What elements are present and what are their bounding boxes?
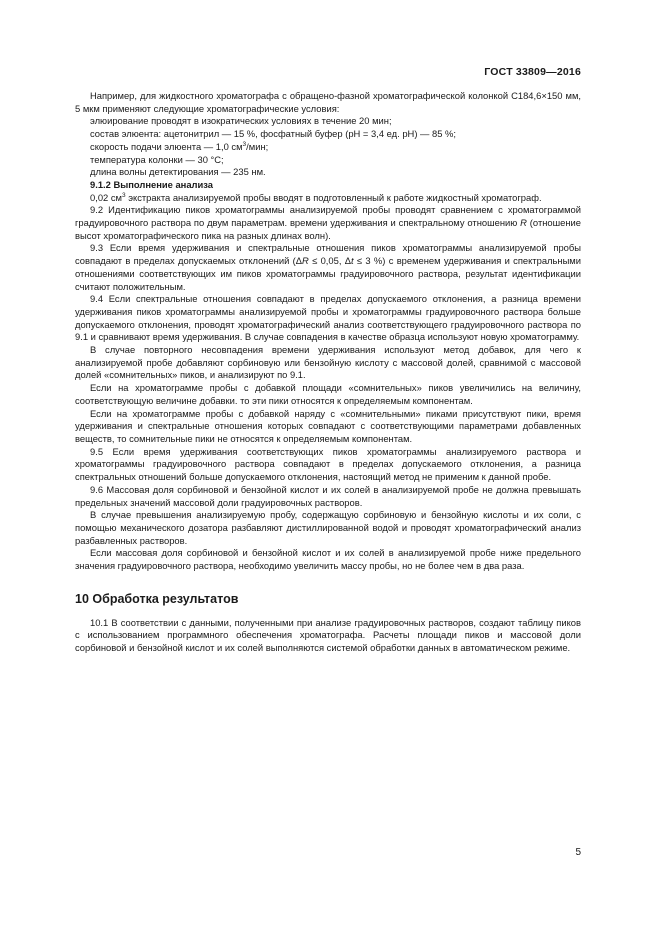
paragraph-10-1: 10.1 В соответствии с данными, полученными при анализе градуировочных растворов, создают таблицу пиков с использованием программного обеспечения хроматографа. Расчеты площади пиков и массовой доли сорбиновой и бензойной кислот и их солей выполняются системой обработки данных в автоматическом режиме. — [75, 616, 581, 654]
condition-flow-rate — [75, 141, 581, 154]
symbol-r: R — [520, 217, 527, 229]
text: 9.2 Идентификацию пиков хроматограммы анализируемой пробы проводят сравнением с хроматограммой градуировочного раствора по двум параметрам. времени удерживания и спектральному отношению — [75, 204, 581, 229]
symbol-t: t — [351, 255, 354, 267]
text: экстракта анализируемой пробы вводят в подготовленный к работе жидкостный хроматограф. — [125, 191, 542, 203]
paragraph-9-6-dilution: В случае превышения анализируемую пробу, содержащую сорбиновую и бензойную кислоты и их соли, с помощью механического дозатора разбавляют дистиллированной водой и проводят хроматографический анализ разбавленных растворов. — [75, 509, 581, 546]
condition-temperature: температура колонки — 30 °С; — [90, 153, 224, 165]
paragraph-9-2 — [75, 204, 581, 242]
flow-rate-sup: 3 — [242, 140, 247, 148]
page-number: 5 — [575, 847, 581, 858]
symbol-r: R — [302, 255, 309, 267]
paragraph-9-4-additive: Если на хроматограмме пробы с добавкой площади «сомнительных» пиков увеличились на величину, соответствующую величине добавки. то эти пики относятся к определяемым компонентам. — [75, 382, 581, 406]
text: ≤ 3 %) с временем удерживания и спектральными отношениями соответствующих им пиков хроматограммы градуировочного раствора, результат идентификации считают положительным. — [75, 255, 581, 292]
paragraph-9-1-2 — [75, 192, 581, 205]
section-heading-10: 10 Обработка результатов — [75, 591, 239, 606]
paragraph-9-5: 9.5 Если время удерживания соответствующих пиков хроматограммы анализируемого раствора и хроматограммы градуировочного раствора совпадают в пределах допускаемого отклонения, а разница спектральных отношений больше допускаемого отклонения, настоящий метод не применим к данной пробе. — [75, 445, 581, 483]
text: 9.3 Если время удерживания и спектральные отношения пиков хроматограммы анализируемой пробы совпадают в пределах допускаемых отклонений (Δ — [75, 242, 581, 267]
paragraph-9-4-doubtful: Если на хроматограмме пробы с добавкой наряду с «сомнительными» пиками присутствуют пики, время удерживания и спектральные отношения которых совпадают с соответствующими параметрами добавленных веществ, то сомнительные пики не относятся к определяемым компонентам. — [75, 407, 581, 444]
paragraph-9-3 — [75, 242, 581, 293]
section-heading-9-1-2: 9.1.2 Выполнение анализа — [90, 178, 214, 190]
flow-rate-text: скорость подачи элюента — 1,0 см — [90, 140, 243, 152]
paragraph-9-6-mass: Если массовая доля сорбиновой и бензойной кислот и их солей в анализируемой пробе ниже предельного значения градуировочного раствора, необходимо увеличить массу пробы, но не более чем в два раза. — [75, 547, 581, 572]
intro-paragraph: Например, для жидкостного хроматографа с обращено-фазной хроматографической колонкой С184,6×150 мм, 5 мкм применяют следующие хроматографические условия: — [75, 90, 581, 114]
paragraph-9-4: 9.4 Если спектральные отношения совпадают в пределах допускаемого отклонения, а разница времени удерживания пиков хроматограммы анализируемой пробы и хроматограммы градуировочного раствора больше допускаемого отклонения, проводят хроматографический анализ соответствующего градуировочного раствора по 9.1 и сравнивают время удерживания. В случае совпадения в качестве образца используют новую хроматограмму. — [75, 293, 581, 343]
superscript: 3 — [121, 191, 126, 199]
condition-wavelength: длина волны детектирования — 235 нм. — [90, 166, 266, 178]
text: (отношение высот хроматографического пика на разных длинах волн). — [75, 217, 581, 241]
page-body — [75, 90, 581, 655]
text: ≤ 0,05, Δ — [308, 255, 352, 267]
condition-elution: элюирование проводят в изократических условиях в течение 20 мин; — [90, 115, 392, 127]
document-code: ГОСТ 33809—2016 — [484, 66, 581, 78]
text: 0,02 см — [90, 191, 122, 203]
paragraph-9-6: 9.6 Массовая доля сорбиновой и бензойной кислот и их солей в анализируемой пробе не должна превышать предельных значений массовой доли градуировочных растворов. — [75, 483, 581, 508]
condition-eluent: состав элюента: ацетонитрил — 15 %, фосфатный буфер (рН = 3,4 ед. рН) — 85 %; — [90, 128, 456, 140]
flow-rate-unit: /мин; — [246, 140, 269, 152]
paragraph-9-4-repeat: В случае повторного несовпадения времени удерживания используют метод добавок, для чего к анализируемой пробе добавляют сорбиновую или бензойную кислоту с массовой долей, сравнимой с массовой долей «сомнительных» пиков, и анализируют по 9.1. — [75, 344, 581, 381]
